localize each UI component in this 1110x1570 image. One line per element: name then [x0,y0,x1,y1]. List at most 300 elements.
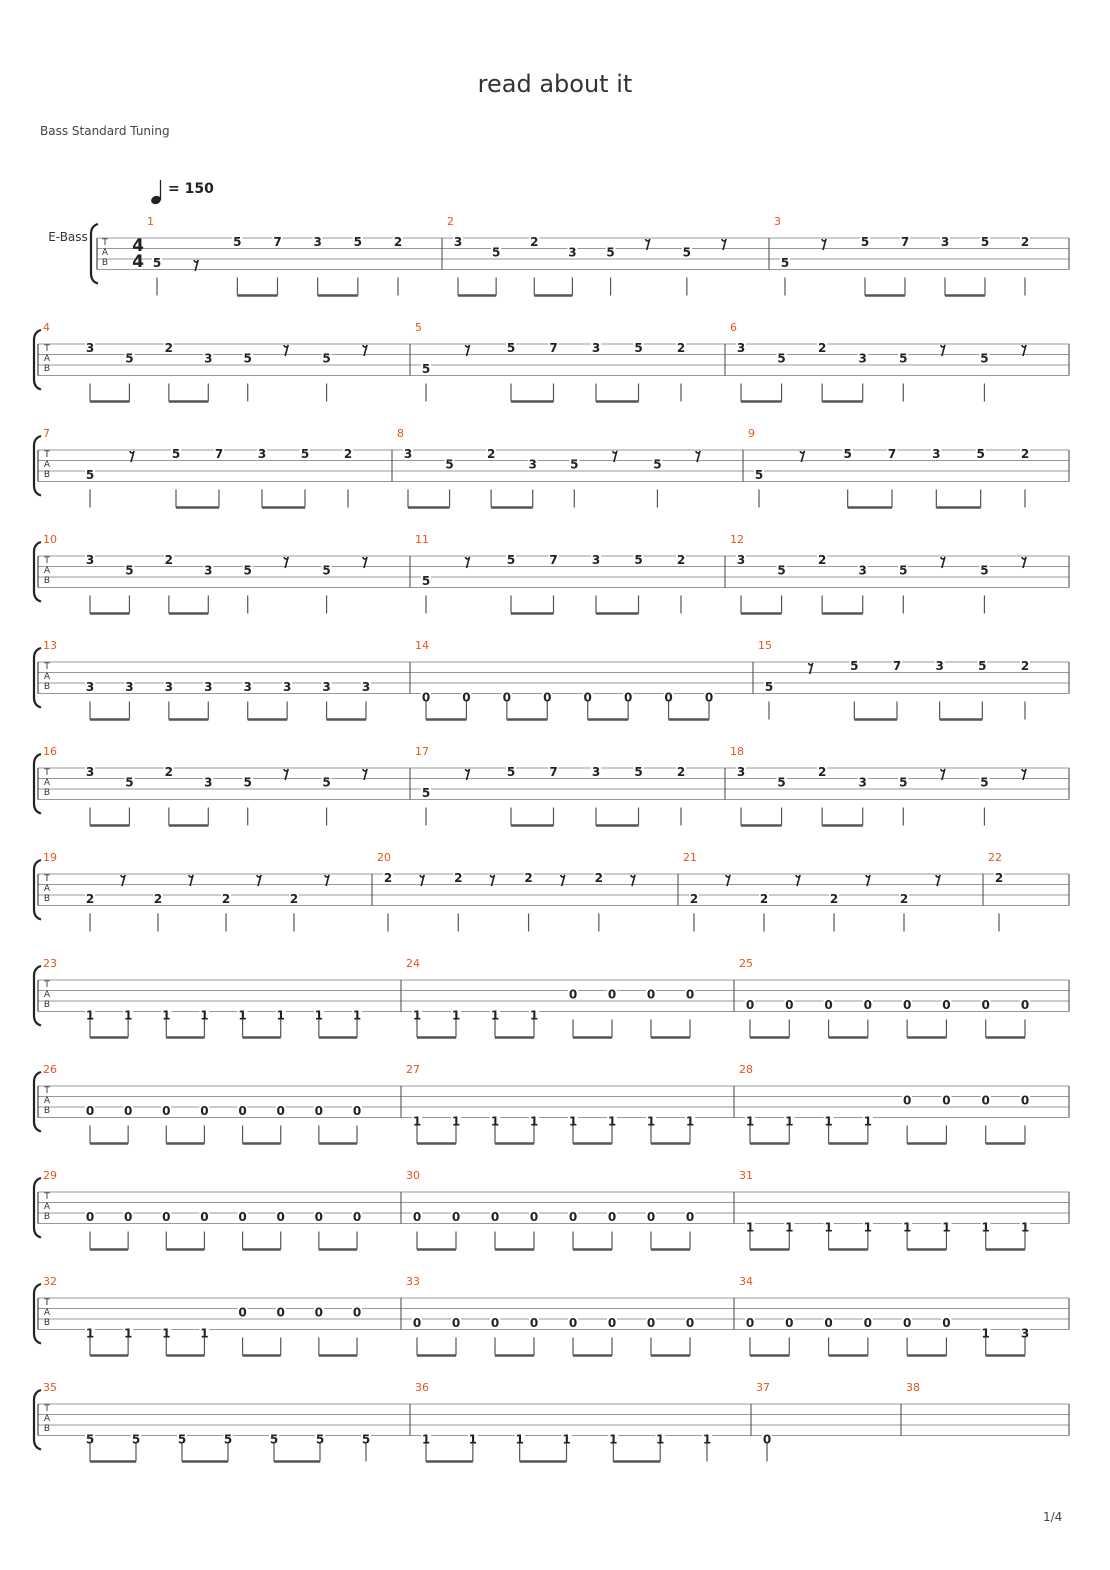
fret-number: 1 [863,1114,873,1129]
fret-number: 3 [164,680,174,694]
fret-number: 2 [817,341,827,355]
fret-number: 0 [981,998,990,1012]
fret-number: 2 [994,871,1004,885]
measure-number: 8 [397,427,404,440]
fret-number: 5 [269,1432,279,1447]
fret-number: 5 [361,1432,371,1447]
fret-number: 3 [85,341,95,355]
fret-number: 2 [1020,235,1030,249]
fret-number: 5 [980,351,989,366]
tab-clef-letter: B [43,1000,51,1010]
fret-number: 3 [403,447,413,461]
fret-number: 1 [85,1008,95,1023]
fret-number: 5 [85,468,95,482]
measure-number: 1 [147,215,154,228]
fret-number: 0 [745,1316,755,1330]
fret-number: 3 [858,775,867,790]
fret-number: 0 [276,1210,285,1224]
fret-number: 0 [568,987,578,1002]
tab-clef-letter: B [43,1106,51,1116]
fret-number: 5 [506,553,516,567]
fret-number: 1 [981,1326,990,1341]
measure-number: 27 [406,1063,420,1076]
fret-number: 0 [745,998,755,1012]
fret-number: 0 [685,1316,695,1330]
fret-number: 5 [353,235,363,249]
fret-number: 1 [490,1114,500,1129]
fret-number: 0 [352,1305,362,1320]
tab-clef-letter: A [101,248,109,258]
tab-clef-letter: T [44,450,50,460]
measure-number: 4 [43,321,50,334]
fret-number: 1 [412,1114,422,1129]
fret-number: 5 [315,1432,325,1447]
fret-number: 0 [1020,1093,1030,1108]
measure-number: 5 [415,321,422,334]
tab-clef-letter: A [43,1096,51,1106]
fret-number: 0 [123,1210,133,1224]
fret-number: 0 [314,1305,324,1320]
fret-number: 0 [863,1316,873,1330]
fret-number: 0 [123,1104,133,1118]
fret-number: 0 [502,690,512,705]
fret-number: 3 [204,680,213,694]
song-title: read about it [477,70,633,98]
tab-clef-letter: A [43,672,51,682]
fret-number: 5 [850,659,859,673]
measure-number: 12 [730,533,744,546]
fret-number: 7 [549,765,558,779]
measure-number: 16 [43,745,57,758]
fret-number: 5 [978,659,987,673]
fret-number: 3 [322,680,331,694]
fret-number: 0 [314,1104,324,1118]
fret-number: 7 [273,235,282,249]
fret-number: 0 [543,690,552,705]
measure-number: 20 [377,851,391,864]
fret-number: 1 [562,1432,571,1447]
fret-number: 2 [164,765,174,779]
measure-number: 23 [43,957,57,970]
fret-number: 2 [759,892,769,906]
fret-number: 1 [468,1432,478,1447]
fret-number: 1 [412,1008,422,1023]
fret-number: 3 [125,680,134,694]
fret-number: 2 [221,892,231,906]
fret-number: 7 [549,553,558,567]
fret-number: 3 [932,447,941,461]
fret-number: 0 [412,1316,422,1330]
fret-number: 2 [383,871,393,885]
fret-number: 0 [942,1093,951,1108]
fret-number: 2 [153,892,163,906]
tab-clef-letter: T [44,980,50,990]
fret-number: 0 [583,690,592,705]
fret-number: 5 [860,235,870,249]
fret-number: 0 [85,1210,95,1224]
tab-clef-letter: A [43,354,51,364]
fret-number: 5 [653,457,662,472]
measure-number: 35 [43,1381,57,1394]
fret-number: 3 [591,341,601,355]
measure-number: 36 [415,1381,429,1394]
fret-number: 5 [322,351,331,366]
fret-number: 0 [607,987,617,1002]
measure-number: 6 [730,321,737,334]
fret-number: 5 [243,351,252,366]
tab-clef-letter: T [44,874,50,884]
fret-number: 5 [171,447,181,461]
fret-number: 1 [515,1432,524,1447]
fret-number: 0 [568,1316,578,1330]
fret-number: 5 [777,775,786,790]
fret-number: 0 [664,690,673,705]
measure-number: 15 [758,639,772,652]
measure-number: 3 [774,215,781,228]
fret-number: 2 [393,235,403,249]
fret-number: 0 [276,1104,285,1118]
fret-number: 0 [490,1316,500,1330]
tab-clef-letter: A [43,1308,51,1318]
fret-number: 0 [623,690,633,705]
fret-number: 2 [1020,447,1030,461]
tab-clef-letter: T [44,1298,50,1308]
fret-number: 2 [486,447,496,461]
fret-number: 0 [646,1316,656,1330]
fret-number: 5 [421,574,431,588]
fret-number: 1 [609,1432,618,1447]
fret-number: 5 [322,775,331,790]
fret-number: 0 [314,1210,324,1224]
fret-number: 2 [676,341,686,355]
fret-number: 3 [243,680,252,694]
fret-number: 5 [223,1432,233,1447]
fret-number: 5 [899,775,908,790]
fret-number: 3 [204,351,213,366]
fret-number: 1 [702,1432,712,1447]
fret-number: 5 [634,765,643,779]
measure-number: 19 [43,851,57,864]
fret-number: 3 [940,235,950,249]
measure-number: 2 [447,215,454,228]
tab-clef-letter: T [44,1192,50,1202]
fret-number: 3 [858,563,867,578]
fret-number: 5 [300,447,310,461]
fret-number: 0 [646,987,656,1002]
fret-number: 0 [685,1210,695,1224]
fret-number: 5 [634,553,643,567]
measure-number: 37 [756,1381,770,1394]
tab-clef-letter: B [43,1212,51,1222]
measure-number: 38 [906,1381,920,1394]
fret-number: 2 [164,341,174,355]
fret-number: 5 [322,563,331,578]
fret-number: 0 [824,1316,833,1330]
fret-number: 1 [942,1220,951,1235]
fret-number: 0 [902,1093,912,1108]
fret-number: 2 [524,871,533,885]
fret-number: 7 [549,341,558,355]
measure-number: 26 [43,1063,57,1076]
fret-number: 5 [634,341,643,355]
fret-number: 2 [817,553,827,567]
measure-number: 13 [43,639,57,652]
fret-number: 0 [238,1305,247,1320]
measure-number: 34 [739,1275,753,1288]
fret-number: 0 [529,1210,539,1224]
fret-number: 5 [506,341,516,355]
fret-number: 5 [899,351,908,366]
fret-number: 1 [123,1326,133,1341]
fret-number: 5 [606,245,615,260]
fret-number: 1 [314,1008,324,1023]
fret-number: 1 [745,1220,755,1235]
fret-number: 0 [451,1316,461,1330]
time-signature-bottom: 4 [132,252,144,272]
fret-number: 2 [1020,659,1030,673]
fret-number: 1 [785,1220,794,1235]
fret-number: 0 [785,1316,794,1330]
tab-clef-letter: A [43,1202,51,1212]
tab-clef-letter: T [44,662,50,672]
measure-number: 7 [43,427,50,440]
fret-number: 5 [980,563,989,578]
fret-number: 2 [289,892,299,906]
fret-number: 1 [123,1008,133,1023]
tempo-label: = 150 [168,181,214,197]
fret-number: 3 [736,553,746,567]
fret-number: 5 [125,351,134,366]
fret-number: 0 [762,1432,772,1447]
fret-number: 1 [451,1114,461,1129]
fret-number: 2 [85,892,95,906]
fret-number: 3 [568,245,577,260]
tab-clef-letter: A [43,460,51,470]
fret-number: 2 [689,892,699,906]
fret-number: 2 [899,892,909,906]
fret-number: 1 [824,1114,833,1129]
fret-number: 5 [131,1432,141,1447]
fret-number: 3 [1020,1326,1030,1341]
fret-number: 1 [863,1220,873,1235]
tab-clef-letter: A [43,1414,51,1424]
tab-clef-letter: A [43,566,51,576]
page-number: 1/4 [1043,1510,1063,1524]
fret-number: 0 [421,690,431,705]
fret-number: 3 [361,680,371,694]
tab-clef-letter: B [43,894,51,904]
fret-number: 0 [238,1210,247,1224]
fret-number: 1 [490,1008,500,1023]
fret-number: 1 [646,1114,656,1129]
fret-number: 0 [942,998,951,1012]
fret-number: 3 [257,447,267,461]
fret-number: 5 [682,245,692,260]
fret-number: 5 [976,447,985,461]
fret-number: 1 [607,1114,617,1129]
fret-number: 5 [233,235,242,249]
fret-number: 3 [736,765,746,779]
fret-number: 5 [152,256,162,270]
fret-number: 1 [685,1114,695,1129]
fret-number: 1 [655,1432,665,1447]
fret-number: 7 [214,447,224,461]
tab-clef-letter: T [44,1404,50,1414]
fret-number: 5 [777,563,786,578]
fret-number: 1 [451,1008,461,1023]
tab-clef-letter: A [43,990,51,1000]
fret-number: 0 [462,690,471,705]
tab-clef-letter: B [43,470,51,480]
fret-number: 0 [607,1210,617,1224]
fret-number: 0 [200,1104,209,1118]
measure-number: 30 [406,1169,420,1182]
measure-number: 9 [748,427,755,440]
fret-number: 3 [591,553,601,567]
fret-number: 0 [352,1210,362,1224]
measure-number: 11 [415,533,429,546]
tab-clef-letter: B [43,1318,51,1328]
measure-number: 14 [415,639,429,652]
fret-number: 5 [777,351,786,366]
fret-number: 5 [780,256,790,270]
fret-number: 0 [412,1210,422,1224]
fret-number: 1 [85,1326,95,1341]
fret-number: 1 [785,1114,794,1129]
fret-number: 5 [899,563,908,578]
fret-number: 5 [506,765,516,779]
fret-number: 0 [238,1104,247,1118]
measure-number: 25 [739,957,753,970]
fret-number: 5 [125,775,134,790]
fret-number: 0 [942,1316,951,1330]
fret-number: 1 [1020,1220,1030,1235]
fret-number: 3 [736,341,746,355]
fret-number: 2 [454,871,463,885]
fret-number: 0 [863,998,873,1012]
fret-number: 5 [980,775,989,790]
tab-clef-letter: A [43,884,51,894]
fret-number: 7 [892,659,902,673]
fret-number: 0 [902,1316,912,1330]
fret-number: 0 [85,1104,95,1118]
measure-number: 24 [406,957,420,970]
fret-number: 2 [829,892,839,906]
fret-number: 3 [85,765,95,779]
fret-number: 1 [529,1008,539,1023]
instrument-label: E-Bass [48,230,88,244]
fret-number: 1 [352,1008,362,1023]
fret-number: 2 [594,871,604,885]
fret-number: 0 [981,1093,990,1108]
fret-number: 1 [745,1114,755,1129]
fret-number: 0 [162,1104,171,1118]
fret-number: 3 [204,775,213,790]
fret-number: 0 [902,998,912,1012]
fret-number: 0 [1020,998,1030,1012]
tab-clef-letter: B [43,364,51,374]
fret-number: 2 [530,235,539,249]
fret-number: 1 [200,1326,209,1341]
fret-number: 1 [568,1114,578,1129]
tab-clef-letter: T [102,238,108,248]
fret-number: 2 [343,447,353,461]
tab-clef-letter: T [44,768,50,778]
fret-number: 3 [85,680,95,694]
fret-number: 0 [824,998,833,1012]
fret-number: 3 [453,235,463,249]
time-signature-top: 4 [132,236,144,256]
fret-number: 1 [276,1008,285,1023]
measure-number: 28 [739,1063,753,1076]
measure-number: 32 [43,1275,57,1288]
fret-number: 7 [900,235,910,249]
tuning-label: Bass Standard Tuning [40,124,170,138]
fret-number: 1 [529,1114,539,1129]
fret-number: 1 [902,1220,912,1235]
fret-number: 5 [491,245,501,260]
fret-number: 1 [162,1008,171,1023]
fret-number: 3 [85,553,95,567]
measure-number: 29 [43,1169,57,1182]
fret-number: 0 [276,1305,285,1320]
fret-number: 0 [568,1210,578,1224]
fret-number: 5 [445,457,454,472]
fret-number: 0 [685,987,695,1002]
fret-number: 5 [177,1432,187,1447]
measure-number: 17 [415,745,429,758]
measure-number: 10 [43,533,57,546]
fret-number: 5 [764,680,774,694]
fret-number: 0 [451,1210,461,1224]
fret-number: 1 [981,1220,990,1235]
fret-number: 5 [243,775,252,790]
fret-number: 2 [676,765,686,779]
measure-number: 31 [739,1169,753,1182]
tab-clef-letter: B [101,258,109,268]
fret-number: 2 [817,765,827,779]
tab-clef-letter: B [43,576,51,586]
tab-clef-letter: T [44,1086,50,1096]
tab-clef-letter: B [43,1424,51,1434]
measure-number: 21 [683,851,697,864]
fret-number: 0 [529,1316,539,1330]
fret-number: 1 [824,1220,833,1235]
fret-number: 3 [591,765,601,779]
fret-number: 3 [858,351,867,366]
tab-clef-letter: T [44,344,50,354]
fret-number: 3 [204,563,213,578]
fret-number: 5 [85,1432,95,1447]
fret-number: 1 [238,1008,247,1023]
measure-number: 22 [988,851,1002,864]
fret-number: 5 [980,235,990,249]
fret-number: 5 [421,786,431,800]
fret-number: 0 [490,1210,500,1224]
tab-clef-letter: A [43,778,51,788]
measure-number: 33 [406,1275,420,1288]
fret-number: 3 [282,680,292,694]
fret-number: 5 [125,563,134,578]
fret-number: 0 [200,1210,209,1224]
tab-clef-letter: T [44,556,50,566]
measure-number: 18 [730,745,744,758]
tab-clef-letter: B [43,788,51,798]
fret-number: 5 [421,362,431,376]
fret-number: 5 [754,468,764,482]
fret-number: 1 [162,1326,171,1341]
fret-number: 7 [887,447,897,461]
